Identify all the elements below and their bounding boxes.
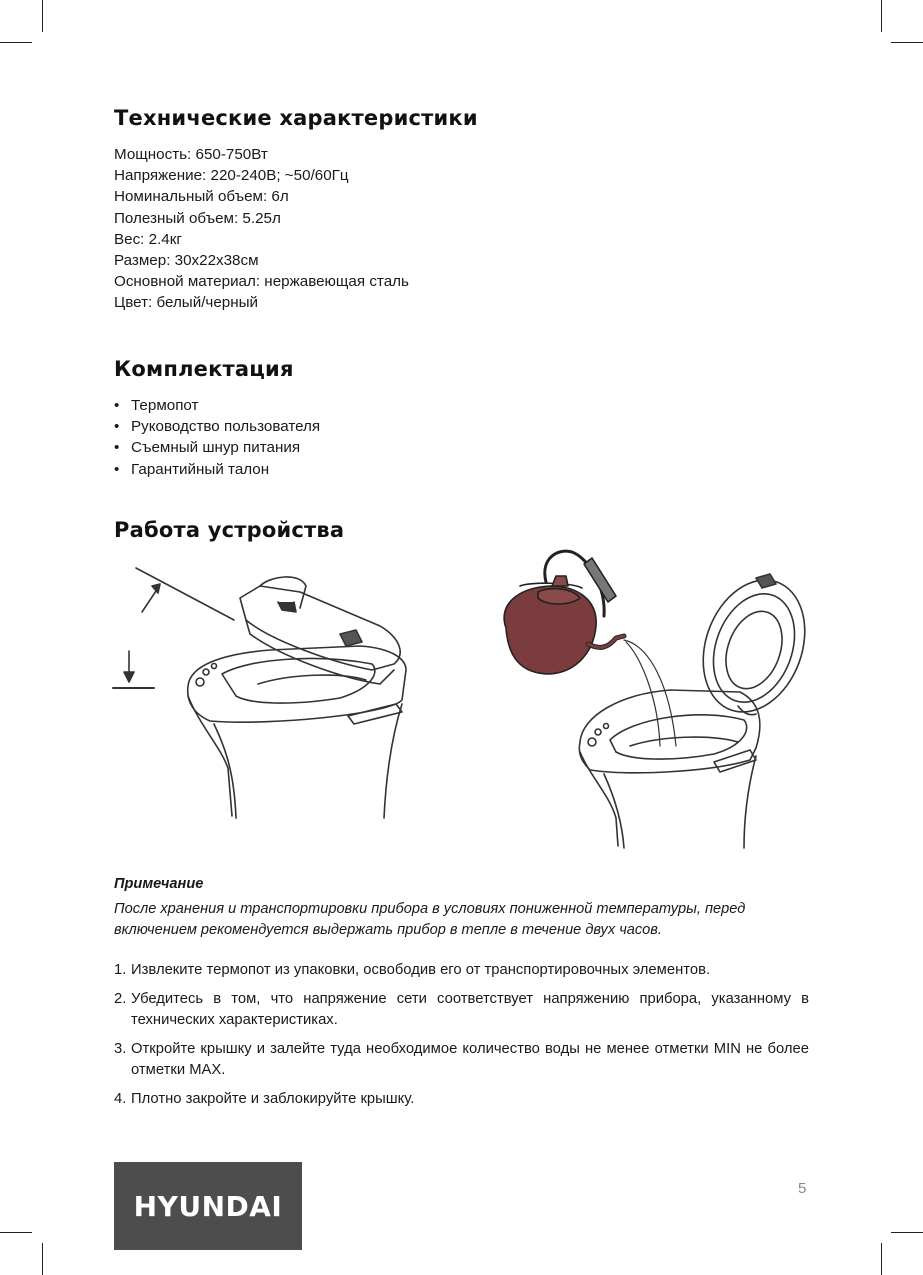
step-item bbox=[114, 1039, 809, 1081]
crop-mark bbox=[42, 1243, 43, 1275]
step-number: 1. bbox=[114, 962, 127, 978]
crop-mark bbox=[42, 0, 43, 32]
package-item: • Термопот bbox=[114, 395, 320, 416]
spec-item: Размер: 30х22х38см bbox=[114, 252, 259, 270]
package-list bbox=[114, 395, 320, 480]
package-heading: Комплектация bbox=[114, 357, 294, 381]
specs-list bbox=[114, 144, 409, 314]
spec-item: Мощность: 650-750Вт bbox=[114, 146, 268, 163]
note-text: После хранения и транспортировки прибора в условиях пониженной температуры, перед включением рекомендуется выдержать прибор в тепле в течение двух часов. bbox=[114, 901, 746, 938]
page-number: 5 bbox=[798, 1180, 807, 1197]
spec-item: Цвет: белый/черный bbox=[114, 294, 259, 312]
thermopot-filling-illustration bbox=[504, 551, 820, 848]
step-item bbox=[114, 989, 809, 1031]
package-item: • Гарантийный талон bbox=[114, 459, 320, 480]
crop-mark bbox=[0, 42, 32, 43]
step-text: Плотно закройте и заблокируйте крышку. bbox=[131, 1091, 415, 1107]
hyundai-logo: HYUNDAI bbox=[114, 1162, 302, 1250]
step-number: 2. bbox=[114, 991, 127, 1007]
step-text: Извлеките термопот из упаковки, освободив его от транспортировочных элементов. bbox=[131, 962, 711, 978]
crop-mark bbox=[881, 0, 882, 32]
spec-item: Вес: 2.4кг bbox=[114, 230, 182, 248]
steps-list bbox=[114, 960, 809, 1118]
operation-heading: Работа устройства bbox=[114, 518, 345, 542]
specs-heading: Технические характеристики bbox=[114, 106, 478, 130]
package-item: • Съемный шнур питания bbox=[114, 437, 320, 458]
crop-mark bbox=[881, 1243, 882, 1275]
spec-item: Основной материал: нержавеющая сталь bbox=[114, 273, 409, 291]
step-number: 4. bbox=[114, 1091, 127, 1107]
operation-illustration bbox=[110, 546, 820, 856]
step-text: Убедитесь в том, что напряжение сети соответствует напряжению прибора, указанному в технических характеристиках. bbox=[131, 991, 809, 1028]
step-number: 3. bbox=[114, 1041, 127, 1057]
step-item bbox=[114, 1089, 809, 1110]
crop-mark bbox=[891, 42, 923, 43]
spec-item: Напряжение: 220-240В; ~50/60Гц bbox=[114, 167, 349, 185]
note-title: Примечание bbox=[114, 876, 204, 892]
package-item: • Руководство пользователя bbox=[114, 416, 320, 437]
step-text: Откройте крышку и залейте туда необходимое количество воды не менее отметки MIN не более отметки MAX. bbox=[131, 1041, 809, 1078]
thermopot-lid-open-illustration bbox=[113, 568, 406, 818]
step-item bbox=[114, 960, 809, 981]
spec-item: Номинальный объем: 6л bbox=[114, 188, 289, 206]
crop-mark bbox=[891, 1232, 923, 1233]
crop-mark bbox=[0, 1232, 32, 1233]
spec-item: Полезный объем: 5.25л bbox=[114, 209, 281, 227]
